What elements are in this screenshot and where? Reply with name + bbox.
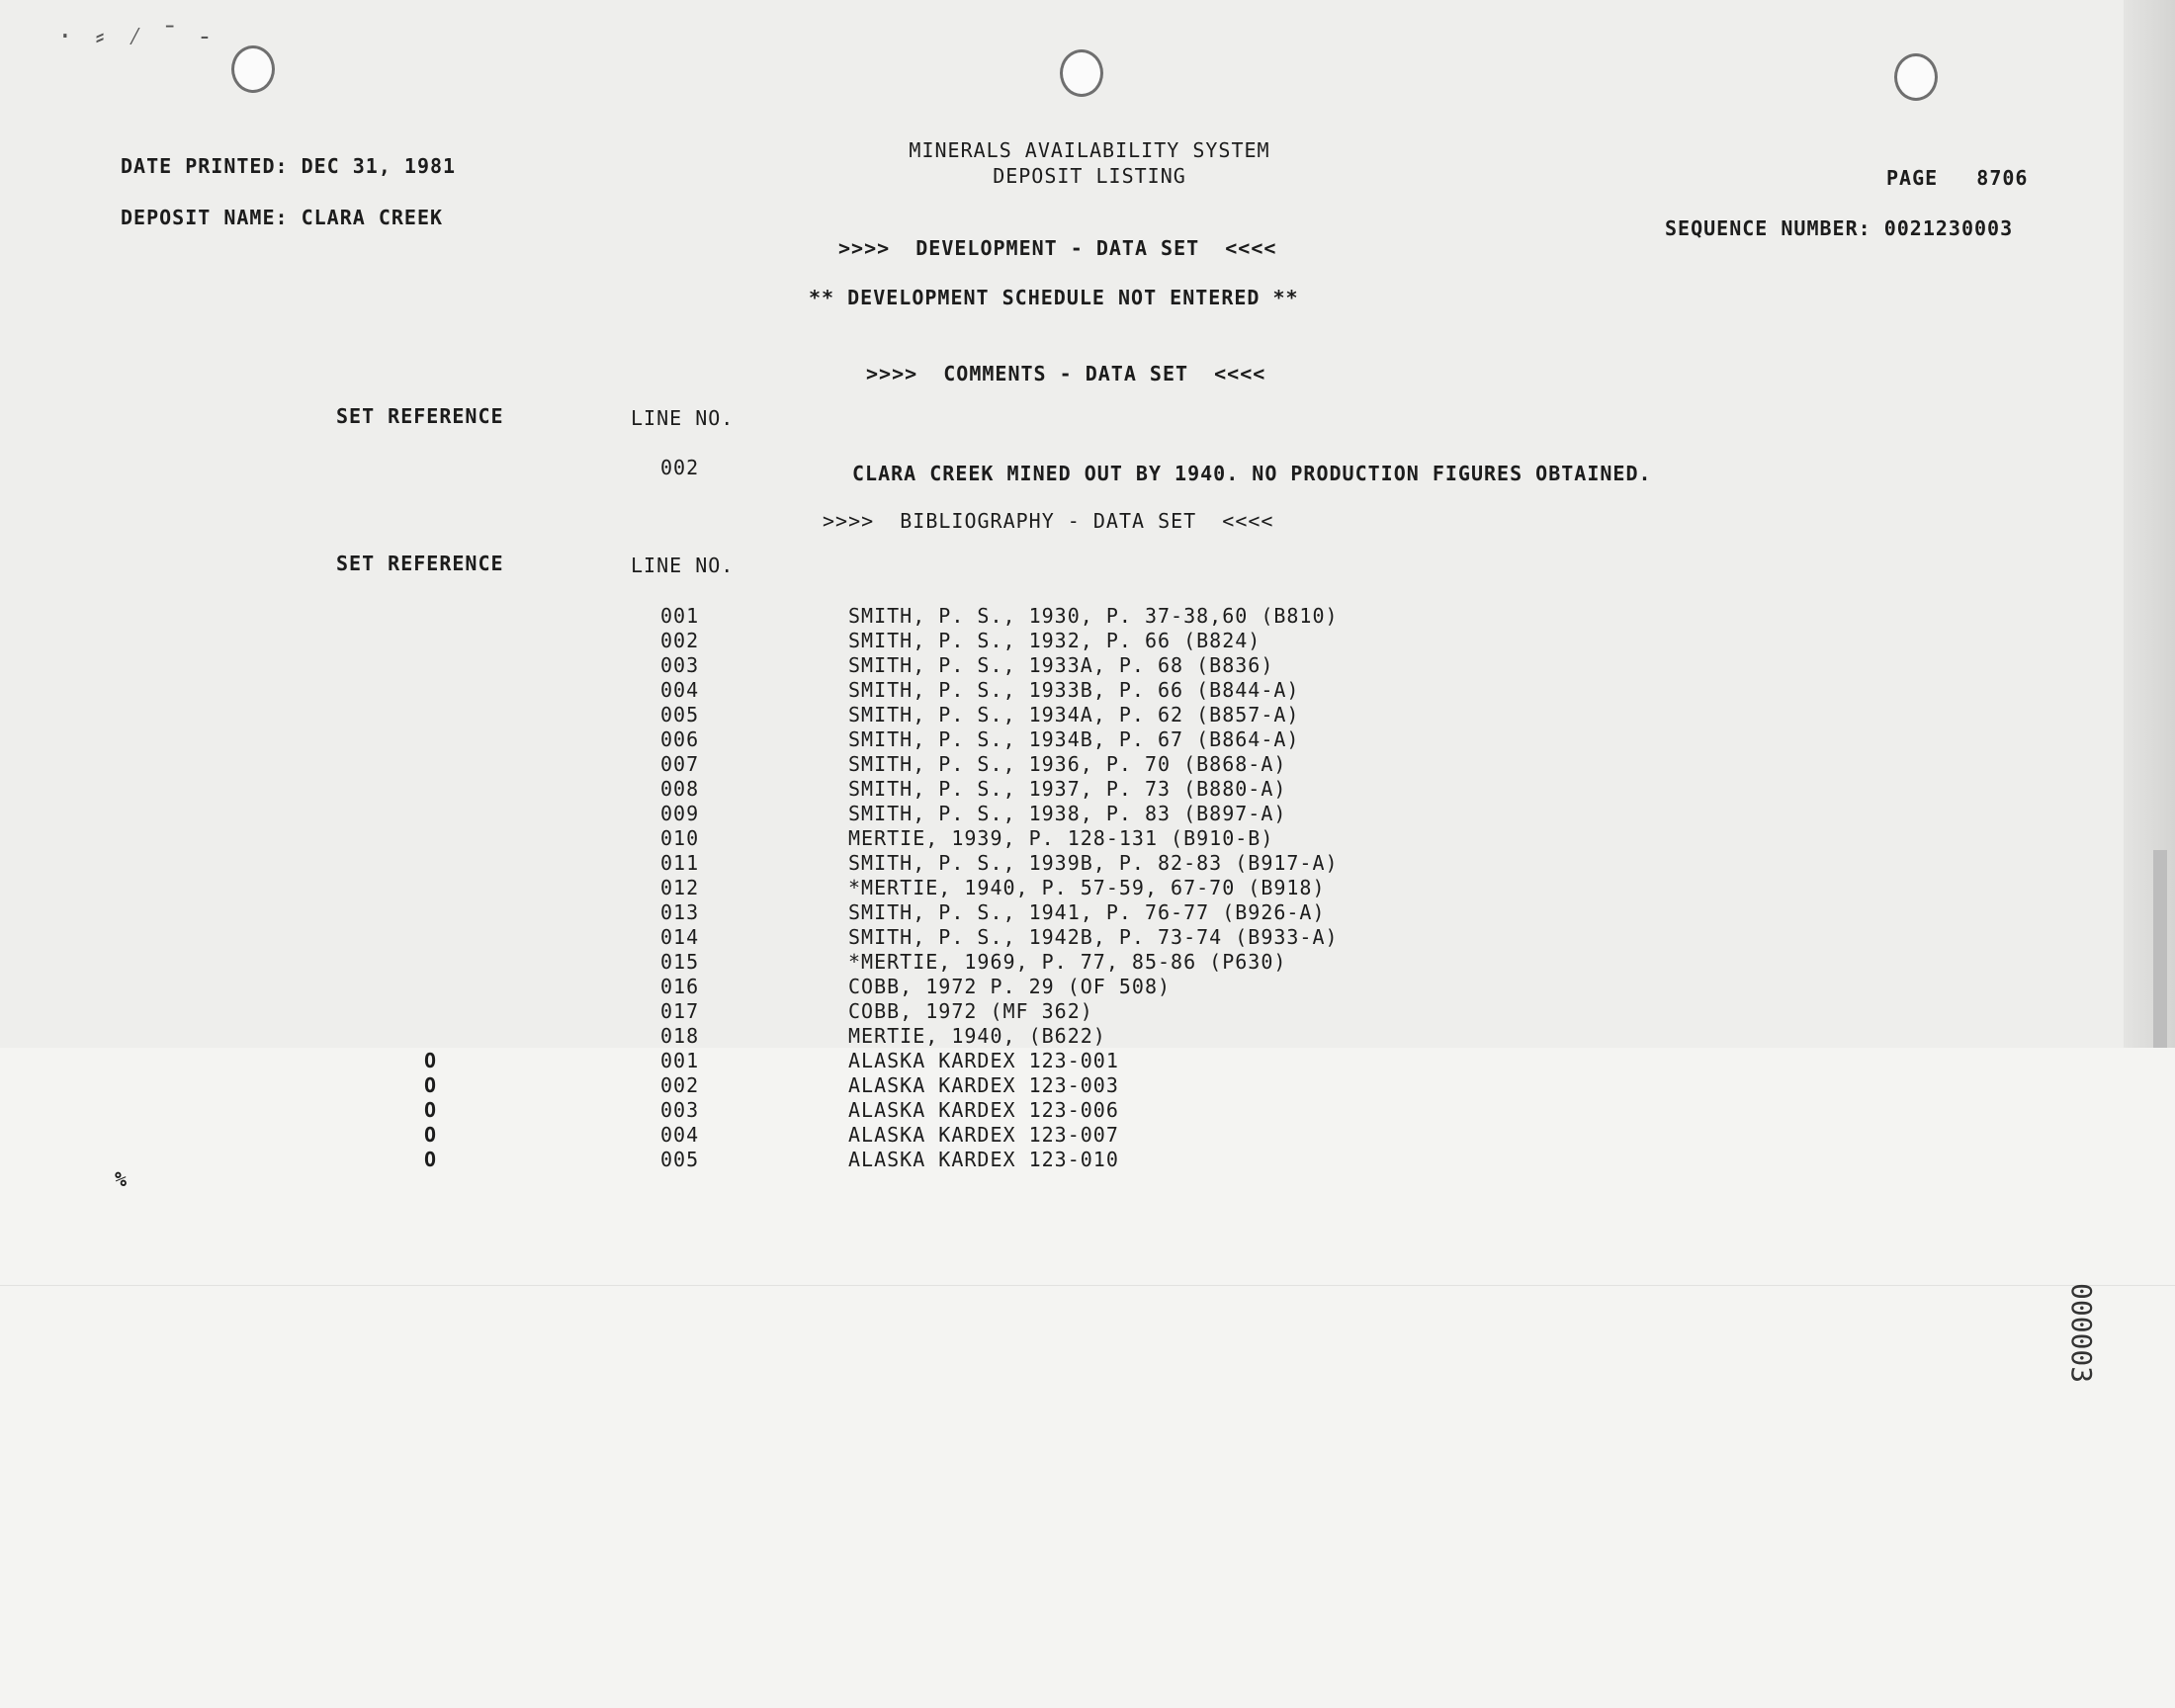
listing-title: DEPOSIT LISTING [993,164,1186,188]
set-reference: O [423,1123,437,1147]
line-number: 014 [660,925,700,949]
line-number: 009 [660,802,700,825]
citation: ALASKA KARDEX 123-007 [848,1123,1119,1147]
citation: ALASKA KARDEX 123-001 [848,1049,1119,1072]
system-title: MINERALS AVAILABILITY SYSTEM [909,138,1270,162]
line-number: 017 [660,999,700,1023]
bibliography-row [0,851,2175,876]
bibliography-row [0,653,2175,678]
bibliography-row [0,678,2175,703]
line-number: 012 [660,876,700,899]
citation: COBB, 1972 P. 29 (OF 508) [848,975,1172,998]
set-reference: O [423,1098,437,1122]
line-number: 002 [660,629,700,652]
line-number: 006 [660,727,700,751]
bibliography-col-line-no: LINE NO. [631,554,735,577]
comment-text: CLARA CREEK MINED OUT BY 1940. NO PRODUCTION FIGURES OBTAINED. [852,462,1652,485]
citation: SMITH, P. S., 1941, P. 76-77 (B926-A) [848,900,1326,924]
development-heading: >>>> DEVELOPMENT - DATA SET <<<< [838,236,1277,260]
citation: SMITH, P. S., 1934A, P. 62 (B857-A) [848,703,1300,726]
bibliography-row [0,975,2175,999]
citation: SMITH, P. S., 1937, P. 73 (B880-A) [848,777,1287,801]
set-reference: O [423,1049,437,1072]
line-number: 018 [660,1024,700,1048]
citation: MERTIE, 1939, P. 128-131 (B910-B) [848,826,1274,850]
sequence-number: SEQUENCE NUMBER: 0021230003 [1665,216,2014,240]
bibliography-row [0,629,2175,653]
line-number: 004 [660,678,700,702]
comments-heading: >>>> COMMENTS - DATA SET <<<< [866,362,1266,385]
citation: MERTIE, 1940, (B622) [848,1024,1106,1048]
citation: SMITH, P. S., 1936, P. 70 (B868-A) [848,752,1287,776]
bibliography-heading: >>>> BIBLIOGRAPHY - DATA SET <<<< [823,509,1274,533]
bibliography-row [0,1098,2175,1123]
set-reference: O [423,1073,437,1097]
line-number: 015 [660,950,700,974]
line-number: 001 [660,604,700,628]
bibliography-row [0,1024,2175,1049]
citation: SMITH, P. S., 1938, P. 83 (B897-A) [848,802,1287,825]
punch-hole-left [231,45,275,93]
bibliography-row [0,876,2175,900]
comment-line-no: 002 [660,456,700,479]
bibliography-row [0,1148,2175,1172]
citation: ALASKA KARDEX 123-006 [848,1098,1119,1122]
line-number: 005 [660,1148,700,1171]
bibliography-row [0,1123,2175,1148]
bibliography-row [0,727,2175,752]
pencil-scribble: · ⸗ ⁄ ˉ - [57,22,215,51]
citation: SMITH, P. S., 1932, P. 66 (B824) [848,629,1262,652]
bibliography-row [0,777,2175,802]
citation: SMITH, P. S., 1942B, P. 73-74 (B933-A) [848,925,1339,949]
line-number: 005 [660,703,700,726]
comments-col-line-no: LINE NO. [631,406,735,430]
development-notice: ** DEVELOPMENT SCHEDULE NOT ENTERED ** [809,286,1299,309]
citation: SMITH, P. S., 1930, P. 37-38,60 (B810) [848,604,1339,628]
line-number: 013 [660,900,700,924]
bibliography-row [0,950,2175,975]
set-reference: O [423,1148,437,1171]
fold-line [0,1285,2175,1286]
citation: ALASKA KARDEX 123-010 [848,1148,1119,1171]
page-number: PAGE 8706 [1886,166,2029,190]
line-number: 003 [660,653,700,677]
citation: SMITH, P. S., 1933A, P. 68 (B836) [848,653,1274,677]
comments-col-set-reference: SET REFERENCE [336,404,504,428]
line-number: 002 [660,1073,700,1097]
line-number: 016 [660,975,700,998]
punch-hole-center [1060,49,1103,97]
bibliography-row [0,925,2175,950]
bibliography-row [0,826,2175,851]
bibliography-list [0,604,2175,1172]
line-number: 010 [660,826,700,850]
bibliography-row [0,900,2175,925]
bibliography-row [0,604,2175,629]
line-number: 004 [660,1123,700,1147]
line-number: 001 [660,1049,700,1072]
bibliography-row [0,752,2175,777]
percent-mark: % [115,1167,129,1191]
bibliography-row [0,703,2175,727]
bibliography-row [0,999,2175,1024]
line-number: 011 [660,851,700,875]
line-number: 003 [660,1098,700,1122]
bibliography-col-set-reference: SET REFERENCE [336,552,504,575]
punch-hole-right [1894,53,1938,101]
citation: SMITH, P. S., 1939B, P. 82-83 (B917-A) [848,851,1339,875]
bibliography-row [0,1073,2175,1098]
line-number: 008 [660,777,700,801]
date-printed: DATE PRINTED: DEC 31, 1981 [121,154,457,178]
citation: SMITH, P. S., 1934B, P. 67 (B864-A) [848,727,1300,751]
frame-stamp: 000003 [2065,1283,2098,1384]
citation: SMITH, P. S., 1933B, P. 66 (B844-A) [848,678,1300,702]
deposit-name: DEPOSIT NAME: CLARA CREEK [121,206,444,229]
bibliography-row [0,1049,2175,1073]
citation: *MERTIE, 1940, P. 57-59, 67-70 (B918) [848,876,1326,899]
citation: *MERTIE, 1969, P. 77, 85-86 (P630) [848,950,1287,974]
bibliography-row [0,802,2175,826]
citation: COBB, 1972 (MF 362) [848,999,1093,1023]
line-number: 007 [660,752,700,776]
citation: ALASKA KARDEX 123-003 [848,1073,1119,1097]
